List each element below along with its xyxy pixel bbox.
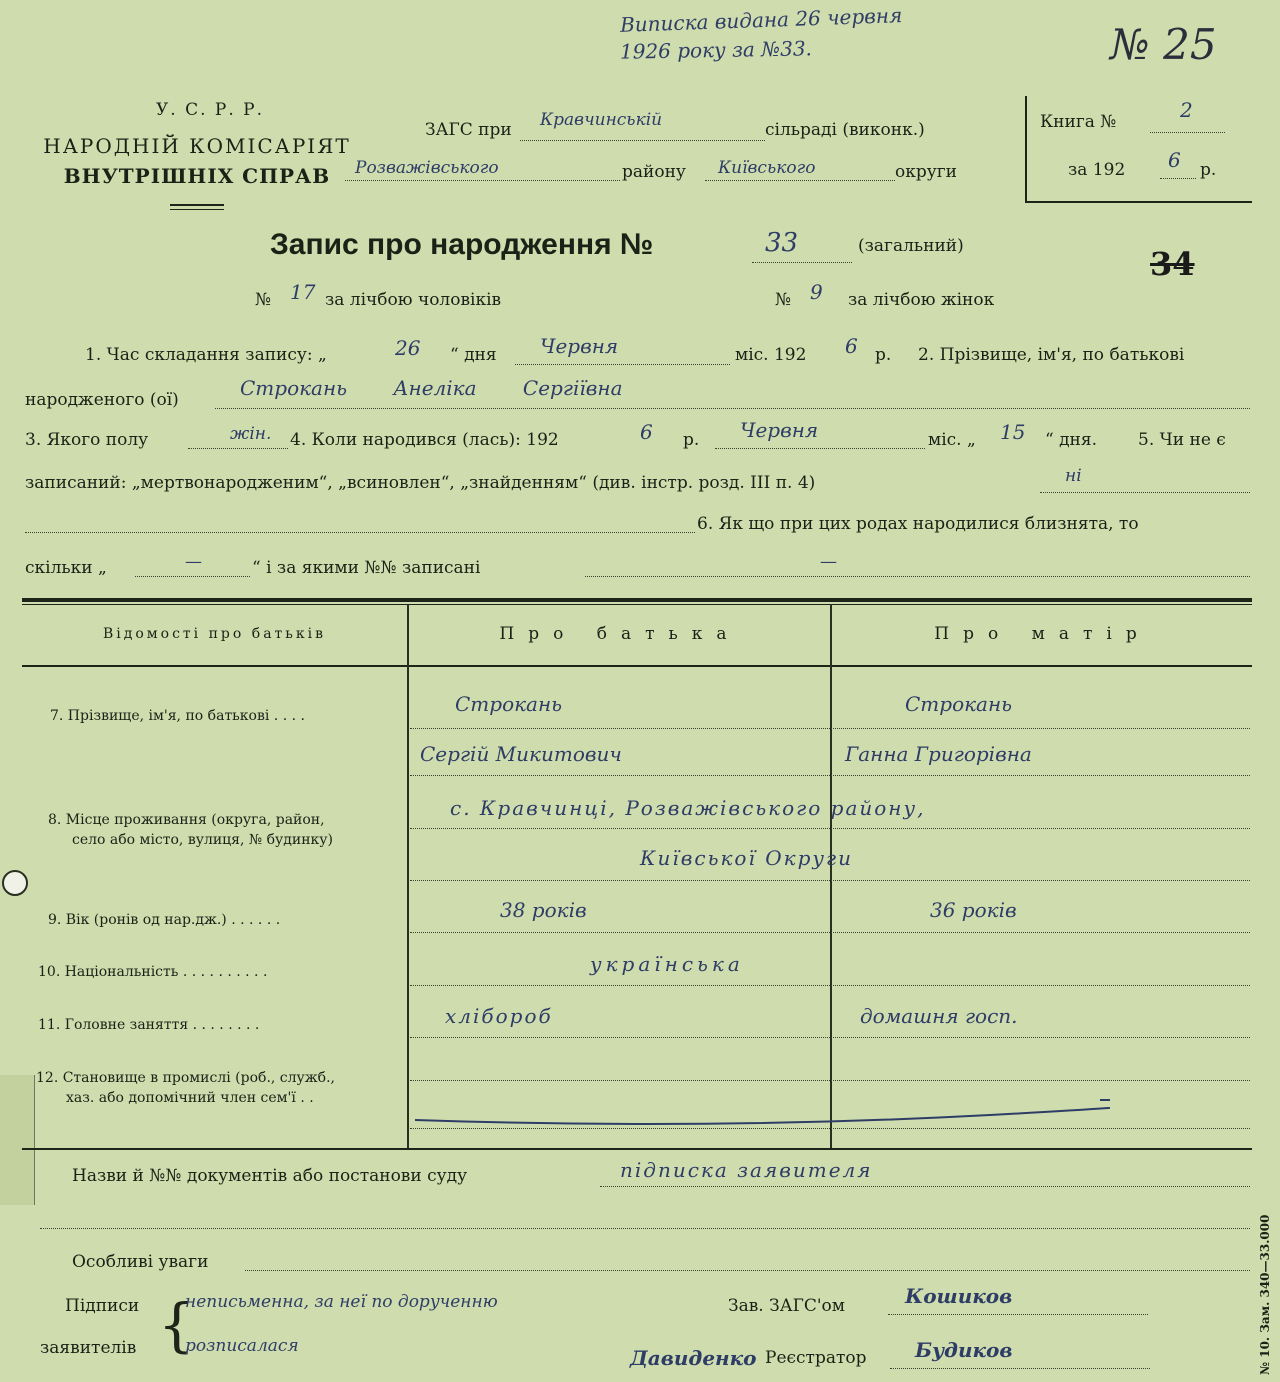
row8-address-line2: Київської Округи bbox=[640, 846, 853, 870]
table-header-father: Про батька bbox=[499, 624, 741, 644]
field1-label: 1. Час складання запису: „ bbox=[85, 345, 327, 365]
paper-edge bbox=[0, 1075, 35, 1205]
record-number-value: 33 bbox=[765, 228, 799, 258]
field6-cont2: “ і за якими №№ записані bbox=[252, 558, 481, 578]
field4-month-value: Червня bbox=[740, 418, 819, 442]
signatures-label1: Підписи bbox=[65, 1296, 140, 1316]
signature-value2: розписалася bbox=[185, 1336, 299, 1356]
registrar-label: Реєстратор bbox=[765, 1348, 867, 1368]
book-year-prefix: за 192 bbox=[1068, 160, 1126, 180]
book-number-value: 2 bbox=[1180, 98, 1193, 122]
field2-child-name-value: Строкань Анеліка Сергіївна bbox=[240, 376, 623, 400]
field1-day-value: 26 bbox=[395, 336, 421, 360]
field1-year-value: 6 bbox=[845, 334, 858, 358]
field4-mis: міс. „ bbox=[928, 430, 976, 450]
field4-year-value: 6 bbox=[640, 420, 653, 444]
punch-hole bbox=[2, 870, 28, 896]
book-label: Книга № bbox=[1040, 112, 1117, 132]
women-count-value: 9 bbox=[810, 280, 823, 304]
field1-mid: “ дня bbox=[450, 345, 497, 365]
table-header-rule bbox=[22, 665, 1252, 667]
side-print-info: № 10. Зам. 340—33.000 bbox=[1258, 1214, 1272, 1375]
field5-label: 5. Чи не є bbox=[1138, 430, 1226, 450]
row10-label: 10. Національність . . . . . . . . . . bbox=[38, 964, 268, 980]
row8-address-line1: с. Кравчинці, Розважівського району, bbox=[450, 796, 926, 820]
field4-r: р. bbox=[683, 430, 700, 450]
record-title: Запис про народження № bbox=[270, 228, 654, 261]
row7-father-surname: Строкань bbox=[455, 692, 563, 716]
row7-label: 7. Прізвище, ім'я, по батькові . . . . bbox=[50, 708, 305, 724]
header-rule bbox=[170, 204, 224, 206]
table-col-divider bbox=[407, 604, 409, 1149]
field5-value: ні bbox=[1065, 466, 1082, 486]
book-year-suffix: р. bbox=[1200, 160, 1217, 180]
field5-cont: записаний: „мертвонародженим“, „всиновлен“, „знайденням“ (див. інстр. розд. III п. 4) bbox=[25, 473, 816, 493]
women-label: за лічбою жінок bbox=[848, 290, 995, 310]
row12-label2: хаз. або допомічний член сем'ї . . bbox=[66, 1090, 314, 1106]
table-header-mother: Про матір bbox=[934, 624, 1151, 644]
table-header-info: Відомості про батьків bbox=[102, 626, 327, 642]
okruha-label: округи bbox=[895, 162, 957, 182]
registrar-signature: Будиков bbox=[915, 1338, 1013, 1362]
field4-label: 4. Коли народився (лась): 192 bbox=[290, 430, 559, 450]
extra-signature: Давиденко bbox=[630, 1346, 757, 1370]
row12-label1: 12. Становище в промислі (роб., служб., bbox=[36, 1070, 335, 1086]
field1-r: р. bbox=[875, 345, 892, 365]
row9-father-age: 38 років bbox=[500, 898, 587, 922]
field6-count-value: — bbox=[185, 552, 202, 572]
row8-label1: 8. Місце проживання (округа, район, bbox=[48, 812, 325, 828]
top-note-line1: Виписка видана 26 червня bbox=[619, 3, 903, 37]
book-year-value: 6 bbox=[1168, 148, 1181, 172]
top-note-line2: 1926 року за №33. bbox=[619, 36, 813, 64]
row9-label: 9. Вік (ронів од нар.дж.) . . . . . . bbox=[48, 912, 281, 928]
table-bottom-rule bbox=[22, 1148, 1252, 1150]
row9-mother-age: 36 років bbox=[930, 898, 1017, 922]
field4-day-value: 15 bbox=[1000, 420, 1026, 444]
raion-label: району bbox=[622, 162, 686, 182]
table-top-rule bbox=[22, 604, 1252, 605]
docs-label: Назви й №№ документів або постанови суду bbox=[72, 1166, 468, 1186]
men-prefix: № bbox=[255, 290, 272, 310]
zags-village-value: Кравчинській bbox=[540, 110, 663, 130]
men-label: за лічбою чоловіків bbox=[325, 290, 502, 310]
row8-label2: село або місто, вулиця, № будинку) bbox=[72, 832, 334, 848]
field1-year-label: міс. 192 bbox=[735, 345, 807, 365]
archive-stamp-number: № 25 bbox=[1110, 20, 1217, 69]
row11-father-occupation: хлібороб bbox=[445, 1004, 553, 1028]
zags-suffix: сільраді (виконк.) bbox=[765, 120, 925, 140]
field6-cont1: скільки „ bbox=[25, 558, 107, 578]
field1-month-value: Червня bbox=[540, 334, 619, 358]
women-prefix: № bbox=[775, 290, 792, 310]
signatures-label2: заявителів bbox=[40, 1338, 137, 1358]
table-top-rule bbox=[22, 598, 1252, 602]
ussr-label: У. С. Р. Р. bbox=[156, 100, 264, 120]
table-col-divider bbox=[830, 604, 832, 1149]
head-zags-signature: Кошиков bbox=[905, 1284, 1013, 1308]
side-record-number: 34 bbox=[1150, 245, 1195, 283]
field4-dnia: “ дня. bbox=[1045, 430, 1098, 450]
raion-value: Розважівського bbox=[355, 158, 499, 178]
okruha-value: Київського bbox=[718, 158, 816, 178]
notes-label: Особливі уваги bbox=[72, 1252, 209, 1272]
signatures-brace: { bbox=[158, 1291, 195, 1359]
signature-value1: неписьменна, за неї по дорученню bbox=[185, 1292, 498, 1312]
row11-mother-occupation: домашня госп. bbox=[860, 1004, 1018, 1028]
header-rule bbox=[170, 209, 224, 210]
row7-father-name: Сергій Микитович bbox=[420, 742, 622, 766]
row7-mother-name: Ганна Григорівна bbox=[845, 742, 1032, 766]
field3-sex-value: жін. bbox=[230, 424, 272, 444]
commissariat-line2: ВНУТРІШНІХ СПРАВ bbox=[63, 164, 331, 188]
row12-dash-stroke bbox=[410, 1090, 1110, 1130]
row10-nationality: українська bbox=[590, 952, 744, 976]
men-count-value: 17 bbox=[290, 280, 316, 304]
head-zags-label: Зав. ЗАГС'ом bbox=[728, 1296, 845, 1316]
docs-value: підписка заявителя bbox=[620, 1158, 873, 1182]
row7-mother-surname: Строкань bbox=[905, 692, 1013, 716]
row11-label: 11. Головне заняття . . . . . . . . bbox=[38, 1017, 260, 1033]
field2-cont: народженого (ої) bbox=[25, 390, 179, 410]
field6-label: 6. Як що при цих родах народилися близнята, то bbox=[697, 514, 1139, 534]
field3-label: 3. Якого полу bbox=[25, 430, 149, 450]
field2-label: 2. Прізвище, ім'я, по батькові bbox=[918, 345, 1185, 365]
zags-prefix: ЗАГС при bbox=[425, 120, 512, 140]
field6-numbers-value: — bbox=[820, 552, 837, 572]
commissariat-line1: НАРОДНІЙ КОМІСАРІЯТ bbox=[43, 134, 351, 158]
record-general-label: (загальний) bbox=[858, 236, 964, 256]
